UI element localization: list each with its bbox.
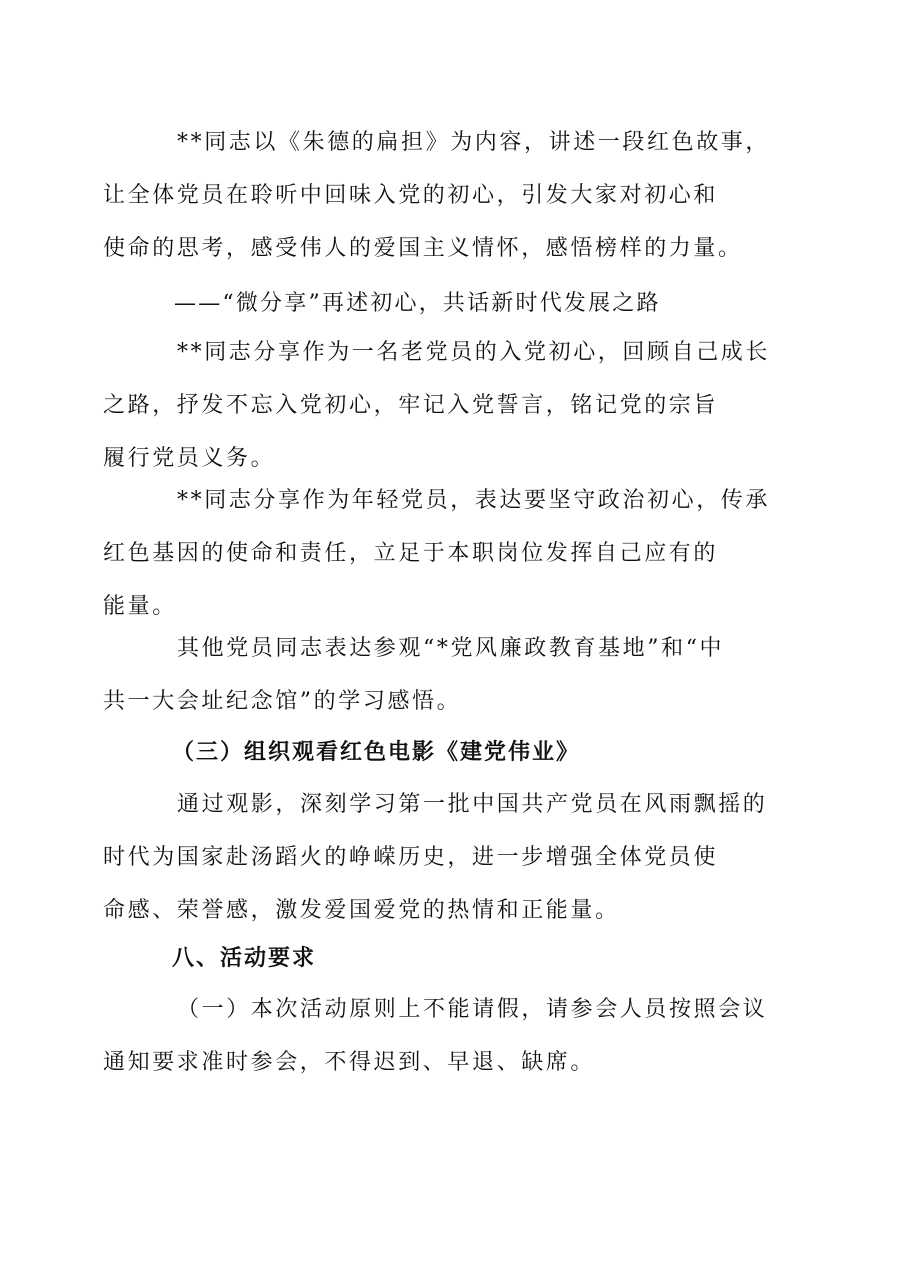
- text-line: 能量。: [103, 594, 177, 619]
- text-line: 之路，抒发不忘入党初心，牢记入党誓言，铭记党的宗旨: [103, 393, 719, 418]
- paragraph-young-member: [103, 474, 780, 633]
- text-line: 红色基因的使命和责任，立足于本职岗位发挥自己应有的: [103, 541, 719, 566]
- paragraph-requirement-1: [103, 983, 780, 1089]
- subheading-micro-share: ——“微分享”再述初心，共话新时代发展之路: [174, 291, 661, 316]
- paragraph-senior-member: [103, 326, 780, 485]
- text-line: **同志分享作为年轻党员，表达要坚守政治初心，传承: [177, 488, 771, 513]
- paragraph-movie: [103, 778, 780, 937]
- text-line: **同志以《朱德的扁担》为内容，讲述一段红色故事，: [177, 130, 771, 155]
- text-line: 时代为国家赴汤蹈火的峥嵘历史，进一步增强全体党员使: [103, 845, 719, 870]
- text-line: 让全体党员在聆听中回味入党的初心，引发大家对初心和: [103, 183, 719, 208]
- section-heading-requirements: 八、活动要求: [172, 946, 317, 971]
- text-line: 命感、荣誉感，激发爱国爱党的热情和正能量。: [103, 898, 620, 923]
- text-line: （一）本次活动原则上不能请假，请参会人员按照会议: [177, 997, 768, 1022]
- text-line: 使命的思考，感受伟人的爱国主义情怀，感悟榜样的力量。: [103, 236, 743, 261]
- text-line: 其他党员同志表达参观“*党风廉政教育基地”和“中: [177, 636, 725, 661]
- text-line: 履行党员义务。: [103, 446, 276, 471]
- section-heading-movie: （三）组织观看红色电影《建党伟业》: [172, 740, 581, 765]
- text-line: 通知要求准时参会，不得迟到、早退、缺席。: [103, 1050, 596, 1075]
- paragraph-other-members: [103, 622, 780, 728]
- text-line: **同志分享作为一名老党员的入党初心，回顾自己成长: [177, 340, 771, 365]
- text-line: 通过观影，深刻学习第一批中国共产党员在风雨飘摇的: [177, 792, 768, 817]
- text-line: 共一大会址纪念馆”的学习感悟。: [103, 689, 462, 714]
- paragraph-story: [103, 116, 780, 275]
